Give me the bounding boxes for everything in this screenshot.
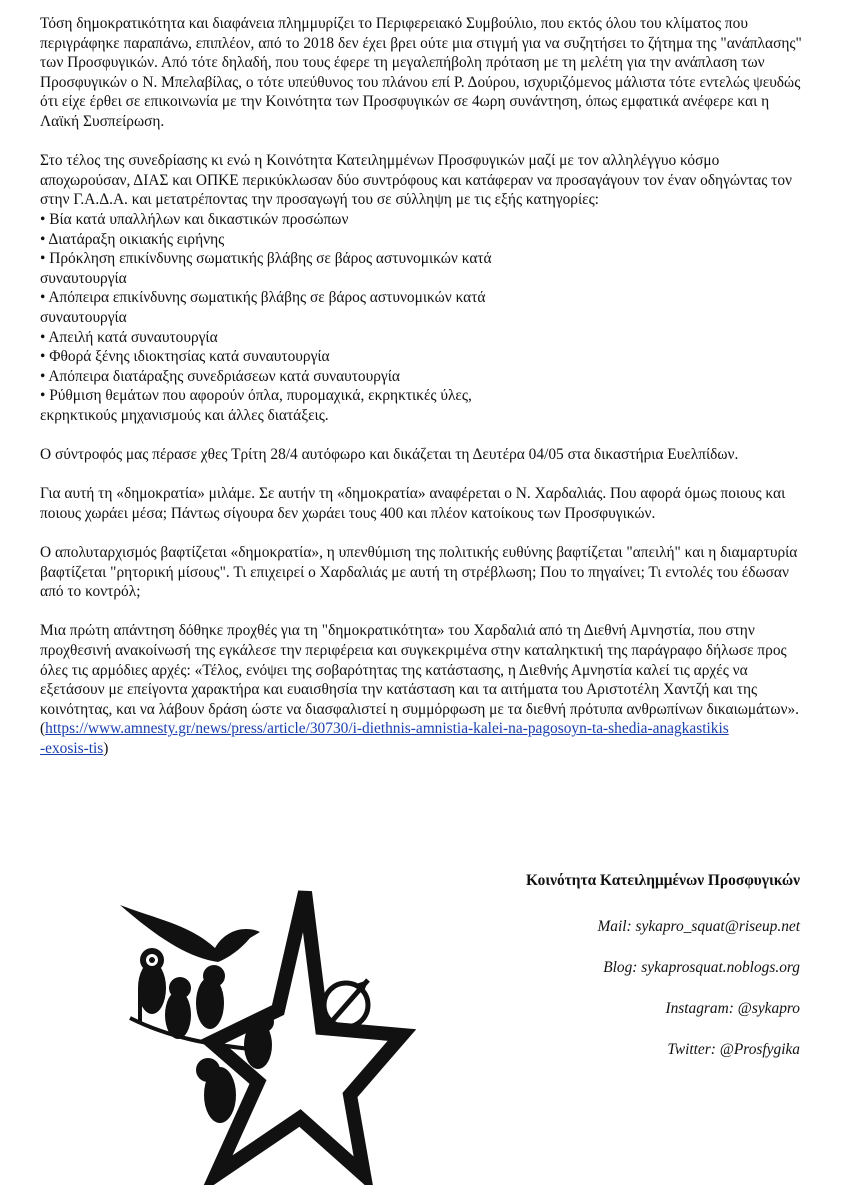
charge-item: • Απόπειρα επικίνδυνης σωματικής βλάβης σε βάρος αστυνομικών κατά συναυτουργία: [40, 288, 540, 327]
paragraph-6-text: Μια πρώτη απάντηση δόθηκε προχθές για τη "δημοκρατικότητα» του Χαρδαλιά από τη Διεθνή Αμνηστία, που στην προχθεσινή ανακοίνωσή της εγκάλεσε την περιφέρεια και συγκεκριμένα στην καταληκτική της παράγραφο δήλωσε προς όλες τις αρμόδιες αρχές: «Τέλος, ενόψει της σοβαρότητας της κατάστασης, η Διεθνής Αμνηστία καλεί τις αρχές να εξετάσουν με επείγοντα χαρακτήρα και ευαισθησία την κατάσταση και τα αιτήματα του Αριστοτέλη Χαντζή και της κοινότητας, και να λάβουν δράση ώστε να διασφαλιστεί η συμμόρφωση με τα διεθνή πρότυπα ανθρωπίνων δικαιωμάτων».: [40, 622, 799, 718]
charge-item: • Απειλή κατά συναυτουργία: [40, 328, 810, 348]
charge-item: • Φθορά ξένης ιδιοκτησίας κατά συναυτουργία: [40, 347, 810, 367]
contact-twitter: Twitter: @Prosfygika: [667, 1041, 800, 1058]
charge-item: • Ρύθμιση θεμάτων που αφορούν όπλα, πυρομαχικά, εκρηκτικές ύλες, εκρηκτικούς μηχανισμούς και άλλες διατάξεις.: [40, 386, 540, 425]
paragraph-6: [40, 621, 810, 758]
body-text: [40, 14, 810, 778]
signature-block: [380, 872, 800, 1082]
charge-item: • Απόπειρα διατάραξης συνεδριάσεων κατά συναυτουργία: [40, 367, 810, 387]
link-open-paren: (: [40, 720, 46, 738]
link-close-paren: ): [103, 739, 109, 757]
paragraph-1: Τόση δημοκρατικότητα και διαφάνεια πλημμυρίζει το Περιφερειακό Συμβούλιο, που εκτός όλου του κλίματος που περιγράφηκε παραπάνω, επιπλέον, από το 2018 δεν έχει βρει ούτε μια στιγμή για να συζητήσει το ζήτημα της "ανάπλασης" των Προσφυγικών. Από τότε δηλαδή, που τους έφερε τη μεγαλεπήβολη πρόταση με τη μελέτη για την ανάπλαση των Προσφυγικών ο Ν. Μπελαβίλας, ο τότε υπεύθυνος του πλάνου επί Ρ. Δούρου, ισχυριζόμενος μάλιστα τότε εντελώς ψευδώς ότι είχε έρθει σε επικοινωνία με την Κοινότητα των Προσφυγικών σε 4ωρη συνάντηση, όπως εμφατικά ανέφερε και η Λαϊκή Συσπείρωση.: [40, 15, 802, 130]
paragraph-2-intro: Στο τέλος της συνεδρίασης κι ενώ η Κοινότητα Κατειλημμένων Προσφυγικών μαζί με τον αλληλέγγυο κόσμο αποχωρούσαν, ΔΙΑΣ και ΟΠΚΕ περικύκλωσαν δύο συντρόφους και κατάφεραν να προσαγάγουν τον έναν οδηγώντας τον στην Γ.Α.Δ.Α. και μετατρέποντας την προσαγωγή του σε σύλληψη με τις εξής κατηγορίες:: [40, 152, 793, 209]
charge-item: • Διατάραξη οικιακής ειρήνης: [40, 230, 810, 250]
charges-list: [40, 210, 810, 426]
contact-mail: Mail: sykapro_squat@riseup.net: [597, 918, 800, 935]
amnesty-link-line: [40, 719, 730, 758]
paragraph-2: [40, 151, 810, 425]
charge-item: • Βία κατά υπαλλήλων και δικαστικών προσώπων: [40, 210, 810, 230]
paragraph-5: Ο απολυταρχισμός βαφτίζεται «δημοκρατία», η υπενθύμιση της πολιτικής ευθύνης βαφτίζεται "απειλή" και η διαμαρτυρία βαφτίζεται "ρητορική μίσους". Τι επιχειρεί ο Χαρδαλιάς με αυτή τη στρέβλωση; Που το πηγαίνει; Τι εντολές του έδωσαν από το κοντρόλ;: [40, 544, 798, 601]
paragraph-3: Ο σύντροφός μας πέρασε χθες Τρίτη 28/4 αυτόφωρο και δικάζεται τη Δευτέρα 04/05 στα δικαστήρια Ευελπίδων.: [40, 446, 739, 464]
contact-instagram: Instagram: @sykapro: [665, 1000, 800, 1017]
charge-item: • Πρόκληση επικίνδυνης σωματικής βλάβης σε βάρος αστυνομικών κατά συναυτουργία: [40, 249, 540, 288]
organization-name: Κοινότητα Κατειλημμένων Προσφυγικών: [525, 872, 800, 889]
contact-blog: Blog: sykaprosquat.noblogs.org: [603, 959, 800, 976]
paragraph-4: Για αυτή τη «δημοκρατία» μιλάμε. Σε αυτήν τη «δημοκρατία» αναφέρεται ο Ν. Χαρδαλιάς. Που αφορά όμως ποιους και ποιους χωράει μέσα; Πάντως σίγουρα δεν χωράει τους 400 και πλέον κατοίκους των Προσφυγικών.: [40, 485, 786, 522]
amnesty-link[interactable]: https://www.amnesty.gr/news/press/article/30730/i-diethnis-amnistia-kalei-na-pagosoyn-ta-shedia-anagkastikis-exosis-tis: [40, 720, 729, 757]
